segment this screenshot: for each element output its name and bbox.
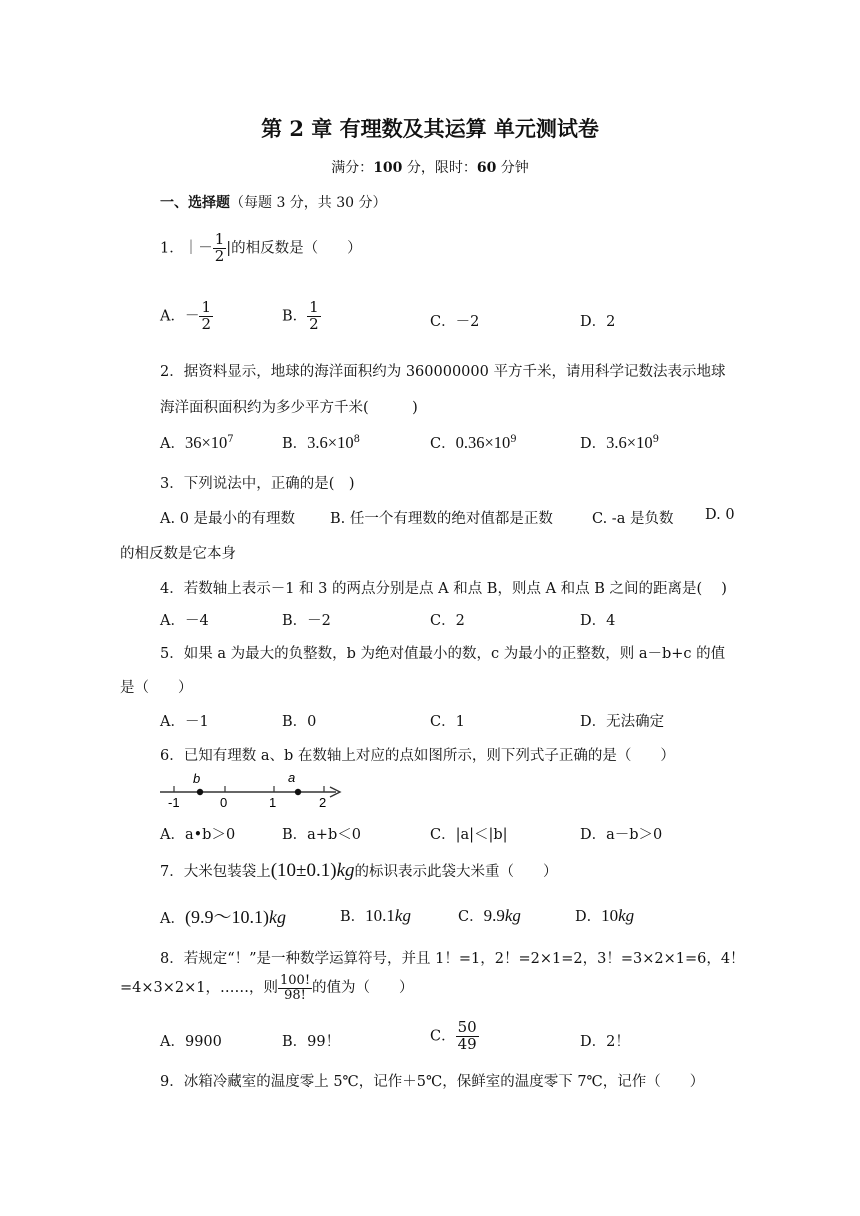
section-note: （每题 3 分，共 30 分） [230, 195, 387, 211]
question-6: 6．已知有理数 a、b 在数轴上对应的点如图所示，则下列式子正确的是（ ） [160, 748, 675, 764]
fraction-denominator: 2 [214, 246, 225, 265]
question-7 [160, 860, 558, 882]
exponent: 9 [510, 434, 517, 446]
question-2-line-1: 2．据资料显示，地球的海洋面积约为 360000000 平方千米，请用科学记数法表示地球 [160, 364, 726, 380]
fraction-numerator: 100! [280, 973, 311, 988]
label-b: b [193, 771, 201, 786]
unit: kg [394, 906, 411, 925]
option-label: C． [430, 436, 456, 452]
total-score: 100 [373, 160, 403, 176]
q4-option-b: B．－2 [282, 613, 331, 629]
unit: kg [504, 906, 521, 925]
exponent: 7 [227, 434, 234, 446]
q3-option-c: C. -a 是负数 [592, 511, 674, 527]
q3-option-b: B. 任一个有理数的绝对值都是正数 [330, 511, 553, 527]
q2-option-c [430, 432, 517, 453]
q1-option-b [282, 300, 321, 333]
math-expression: 9.9 [483, 906, 505, 925]
math-expression: 10 [601, 906, 619, 925]
unit: kg [618, 906, 635, 925]
option-label: B． [282, 436, 308, 452]
q8-option-d: D．2！ [580, 1034, 630, 1050]
q3-option-d-continued: 的相反数是它本身 [120, 546, 236, 562]
q5-option-c: C．1 [430, 714, 465, 730]
math-expression: 10.1 [365, 906, 395, 925]
question-8-line-1: 8．若规定“！”是一种数学运算符号，并且 1！=1，2！=2×1=2，3！=3×2×1=6，4！ [160, 951, 745, 967]
abs-left: ｜－ [183, 240, 213, 257]
option-label: A．－ [160, 308, 200, 325]
sci-notation-base: 0.36×10 [455, 433, 511, 452]
q2-option-a [160, 432, 234, 453]
q8-option-a: A．9900 [160, 1034, 222, 1050]
q2-option-d [580, 432, 659, 453]
fraction-numerator: 1 [214, 230, 225, 248]
question-1 [160, 232, 362, 265]
sci-notation-base: 3.6×10 [606, 433, 653, 452]
section-heading [160, 192, 387, 212]
q5-option-d: D．无法确定 [580, 714, 665, 730]
sci-notation-base: 36×10 [184, 433, 228, 452]
question-5-line-1: 5．如果 a 为最大的负整数，b 为绝对值最小的数，c 为最小的正整数，则 a－b+c 的值 [160, 646, 726, 662]
question-2-line-2: 海洋面积面积约为多少平方千米( ) [160, 400, 418, 416]
q1-option-a [160, 300, 213, 333]
unit: kg [268, 907, 286, 927]
q1-option-c: C．－2 [430, 314, 480, 330]
option-label: A． [160, 911, 185, 927]
q7-option-b [340, 905, 411, 926]
fraction [213, 232, 227, 265]
point-b [197, 789, 203, 795]
q8-option-c [430, 1020, 479, 1053]
q7-option-a [160, 903, 286, 929]
q6-option-d: D．a－b＞0 [580, 827, 663, 843]
fraction [307, 300, 321, 333]
tick-label: 0 [220, 795, 228, 810]
option-label: D． [580, 436, 607, 452]
subtitle-text: 满分： [331, 160, 374, 176]
q8-option-b: B．99！ [282, 1034, 341, 1050]
option-label: C． [430, 1028, 456, 1045]
fraction [199, 300, 213, 333]
page-title: 第 2 章 有理数及其运算 单元测试卷 [261, 116, 599, 141]
fraction-numerator: 1 [309, 298, 319, 316]
subtitle-text: 分，限时： [402, 160, 477, 176]
q4-option-d: D．4 [580, 613, 616, 629]
unit: kg [336, 860, 355, 881]
q4-option-a: A．－4 [160, 613, 209, 629]
subtitle-text: 分钟 [496, 160, 529, 176]
tick-label: -1 [168, 795, 180, 810]
time-limit: 60 [476, 160, 497, 176]
number-line-figure [158, 768, 348, 810]
q5-option-a: A．－1 [160, 714, 209, 730]
tick-label: 1 [269, 795, 277, 810]
question-9: 9．冰箱冷藏室的温度零上 5℃，记作＋5℃，保鲜室的温度零下 7℃，记作（ ） [160, 1074, 705, 1090]
fraction-denominator: 2 [309, 314, 319, 333]
fraction [278, 974, 312, 1002]
question-text: 的值为（ ） [312, 980, 414, 997]
label-a: a [288, 770, 296, 785]
point-a [295, 789, 301, 795]
q7-option-d [575, 905, 634, 926]
question-4: 4．若数轴上表示－1 和 3 的两点分别是点 A 和点 B，则点 A 和点 B 之间的距离是( ) [160, 581, 727, 597]
q6-option-a: A．a•b＞0 [160, 827, 236, 843]
fraction-denominator: 98! [284, 987, 306, 1003]
q1-option-d: D．2 [580, 314, 616, 330]
option-label: D． [575, 909, 602, 925]
question-text: 7．大米包装袋上 [160, 864, 271, 880]
question-text: 的相反数是（ ） [231, 240, 362, 257]
fraction-denominator: 2 [201, 314, 212, 333]
question-3: 3．下列说法中，正确的是( ) [160, 476, 355, 492]
option-label: B． [282, 308, 308, 325]
question-text: 的标识表示此袋大米重（ ） [354, 864, 558, 880]
q5-option-b: B．0 [282, 714, 317, 730]
question-5-line-2: 是（ ） [120, 680, 193, 696]
question-8-line-2 [120, 974, 414, 1002]
section-label: 一、选择题 [160, 195, 230, 211]
fraction-denominator: 49 [457, 1034, 477, 1053]
q6-option-b: B．a+b＜0 [282, 827, 361, 843]
tick-label: 2 [319, 795, 327, 810]
question-number: 1． [160, 240, 184, 257]
fraction [456, 1020, 479, 1053]
abs-right: | [226, 240, 232, 257]
sci-notation-base: 3.6×10 [307, 433, 354, 452]
fraction-numerator: 50 [457, 1018, 477, 1036]
exponent: 8 [353, 434, 360, 446]
q2-option-b [282, 432, 360, 453]
fraction-numerator: 1 [201, 298, 212, 316]
q7-option-c [458, 905, 521, 926]
exponent: 9 [652, 434, 659, 446]
question-text: =4×3×2×1，……，则 [120, 980, 278, 997]
option-label: C． [458, 909, 484, 925]
q4-option-c: C．2 [430, 613, 465, 629]
q3-option-d: D. 0 [705, 507, 735, 523]
option-label: B． [340, 909, 366, 925]
q6-option-c: C．|a|＜|b| [430, 827, 508, 843]
q3-option-a: A. 0 是最小的有理数 [160, 511, 296, 527]
subtitle [0, 157, 860, 177]
math-expression: (10±0.1) [270, 860, 337, 881]
option-label: A． [160, 436, 185, 452]
math-expression: (9.9～10.1) [184, 907, 269, 927]
